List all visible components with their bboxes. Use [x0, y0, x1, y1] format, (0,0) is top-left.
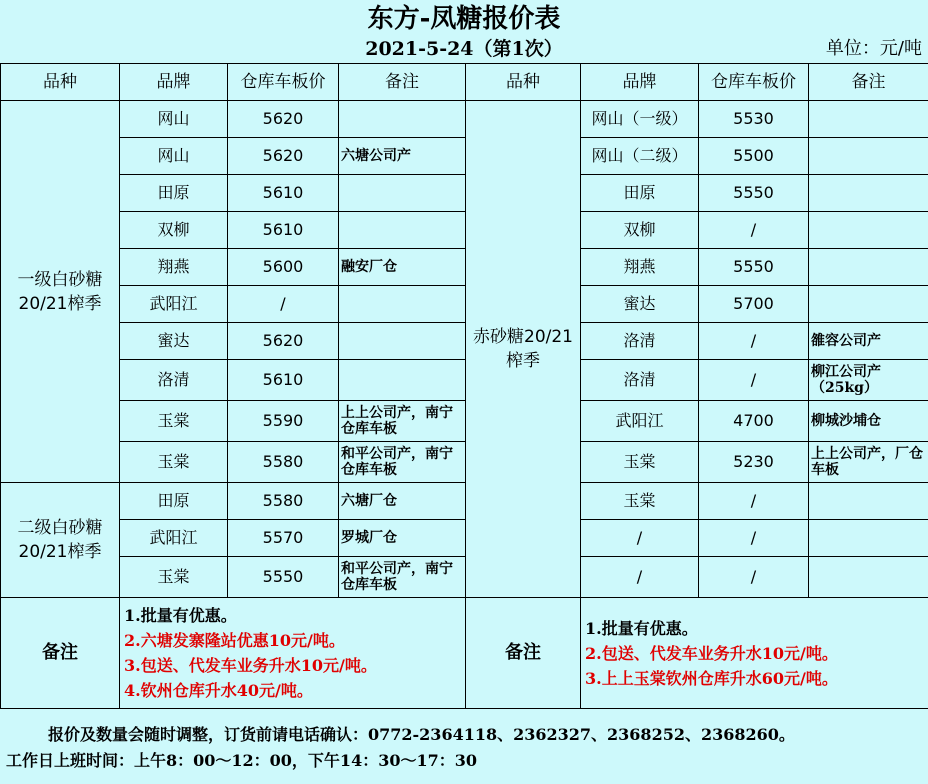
note-cell — [809, 286, 928, 323]
price-cell: 5580 — [228, 442, 339, 483]
price-cell: / — [699, 520, 809, 557]
brand-cell: 网山（一级） — [581, 101, 699, 138]
price-cell: 5610 — [228, 175, 339, 212]
note-cell — [339, 212, 466, 249]
price-cell: 5580 — [228, 483, 339, 520]
category-cell: 赤砂糖20/21榨季 — [466, 101, 581, 598]
price-cell: 5550 — [228, 557, 339, 598]
brand-cell: 网山（二级） — [581, 138, 699, 175]
header-row — [1, 64, 928, 101]
table-row — [1, 286, 928, 323]
header-cell: 备注 — [339, 64, 466, 101]
brand-cell: 蜜达 — [581, 286, 699, 323]
header-cell: 品种 — [466, 64, 581, 101]
note-cell: 罗城厂仓 — [339, 520, 466, 557]
brand-cell: 玉棠 — [120, 557, 228, 598]
office-hours: 工作日上班时间：上午8：00～12：00，下午14：30～17：30 — [6, 751, 477, 770]
price-cell: / — [699, 360, 809, 401]
price-cell: 5570 — [228, 520, 339, 557]
price-cell: / — [699, 557, 809, 598]
note-cell: 六塘厂仓 — [339, 483, 466, 520]
note-cell: 六塘公司产 — [339, 138, 466, 175]
table-row — [1, 360, 928, 401]
note-cell: 上上公司产，南宁仓库车板 — [339, 401, 466, 442]
contact-note: 报价及数量会随时调整，订货前请电话确认：0772-2364118、2362327、2368252、2368260。 — [48, 725, 795, 744]
brand-cell: 玉棠 — [120, 442, 228, 483]
table-row — [1, 483, 928, 520]
brand-cell: 武阳江 — [581, 401, 699, 442]
category-cell: 一级白砂糖20/21榨季 — [1, 101, 120, 483]
table-row — [1, 175, 928, 212]
note-cell — [809, 520, 928, 557]
note-cell — [809, 557, 928, 598]
table-row — [1, 323, 928, 360]
category-cell: 二级白砂糖20/21榨季 — [1, 483, 120, 598]
remarks-right — [581, 598, 928, 709]
note-cell — [339, 360, 466, 401]
table-row — [1, 520, 928, 557]
brand-cell: 田原 — [120, 175, 228, 212]
price-cell: 5610 — [228, 212, 339, 249]
price-cell: / — [699, 212, 809, 249]
brand-cell: 田原 — [581, 175, 699, 212]
remark-item: 3.包送、代发车业务升水10元/吨。 — [124, 656, 377, 675]
note-cell — [339, 323, 466, 360]
unit-label: 单位：元/吨 — [825, 38, 922, 59]
brand-cell: 玉棠 — [581, 483, 699, 520]
note-cell — [339, 101, 466, 138]
price-cell: 5550 — [699, 175, 809, 212]
price-cell: 5700 — [699, 286, 809, 323]
brand-cell: / — [581, 557, 699, 598]
note-cell — [339, 286, 466, 323]
brand-cell: 翔燕 — [120, 249, 228, 286]
remark-item: 1.批量有优惠。 — [585, 618, 698, 638]
table-row — [1, 138, 928, 175]
brand-cell: 武阳江 — [120, 520, 228, 557]
brand-cell: 蜜达 — [120, 323, 228, 360]
brand-cell: / — [581, 520, 699, 557]
header-cell: 备注 — [809, 64, 928, 101]
brand-cell: 武阳江 — [120, 286, 228, 323]
table-row — [1, 212, 928, 249]
note-cell: 和平公司产，南宁仓库车板 — [339, 557, 466, 598]
remark-item: 2.包送、代发车业务升水10元/吨。 — [585, 643, 838, 663]
remarks-row — [1, 598, 928, 709]
note-cell — [809, 175, 928, 212]
brand-cell: 双柳 — [581, 212, 699, 249]
price-table — [0, 63, 928, 709]
price-cell: 5550 — [699, 249, 809, 286]
brand-cell: 翔燕 — [581, 249, 699, 286]
brand-cell: 网山 — [120, 138, 228, 175]
table-row — [1, 249, 928, 286]
note-cell — [809, 138, 928, 175]
price-cell: / — [228, 286, 339, 323]
note-cell: 上上公司产，厂仓车板 — [809, 442, 928, 483]
note-cell — [339, 175, 466, 212]
note-cell: 雒容公司产 — [809, 323, 928, 360]
remarks-label: 备注 — [1, 598, 120, 709]
note-cell — [809, 101, 928, 138]
note-cell — [809, 249, 928, 286]
price-cell: 5590 — [228, 401, 339, 442]
note-cell — [809, 483, 928, 520]
price-cell: 5230 — [699, 442, 809, 483]
price-cell: 4700 — [699, 401, 809, 442]
header-cell: 品牌 — [120, 64, 228, 101]
brand-cell: 玉棠 — [120, 401, 228, 442]
remarks-left — [120, 598, 466, 709]
brand-cell: 洛清 — [120, 360, 228, 401]
price-cell: 5600 — [228, 249, 339, 286]
brand-cell: 洛清 — [581, 360, 699, 401]
brand-cell: 玉棠 — [581, 442, 699, 483]
table-row — [1, 401, 928, 442]
remark-item: 4.钦州仓库升水40元/吨。 — [124, 681, 313, 700]
table-row — [1, 101, 928, 138]
brand-cell: 双柳 — [120, 212, 228, 249]
brand-cell: 网山 — [120, 101, 228, 138]
price-cell: / — [699, 323, 809, 360]
price-cell: / — [699, 483, 809, 520]
header-cell: 仓库车板价 — [699, 64, 809, 101]
remark-item: 3.上上玉棠钦州仓库升水60元/吨。 — [585, 668, 838, 688]
note-cell: 融安厂仓 — [339, 249, 466, 286]
price-cell: 5620 — [228, 101, 339, 138]
table-row — [1, 442, 928, 483]
price-cell: 5620 — [228, 323, 339, 360]
price-cell: 5610 — [228, 360, 339, 401]
page-title: 东方-凤糖报价表 — [367, 4, 561, 34]
brand-cell: 洛清 — [581, 323, 699, 360]
header-cell: 品牌 — [581, 64, 699, 101]
remarks-label: 备注 — [466, 598, 581, 709]
remark-item: 2.六塘发寨隆站优惠10元/吨。 — [124, 631, 345, 650]
note-cell — [809, 212, 928, 249]
brand-cell: 田原 — [120, 483, 228, 520]
remark-item: 1.批量有优惠。 — [124, 606, 237, 625]
header-cell: 品种 — [1, 64, 120, 101]
price-cell: 5620 — [228, 138, 339, 175]
price-cell: 5530 — [699, 101, 809, 138]
note-cell: 柳江公司产（25kg） — [809, 360, 928, 401]
price-cell: 5500 — [699, 138, 809, 175]
note-cell: 和平公司产，南宁仓库车板 — [339, 442, 466, 483]
date-label: 2021-5-24（第1次） — [365, 38, 563, 60]
table-row — [1, 557, 928, 598]
header-cell: 仓库车板价 — [228, 64, 339, 101]
note-cell: 柳城沙埔仓 — [809, 401, 928, 442]
